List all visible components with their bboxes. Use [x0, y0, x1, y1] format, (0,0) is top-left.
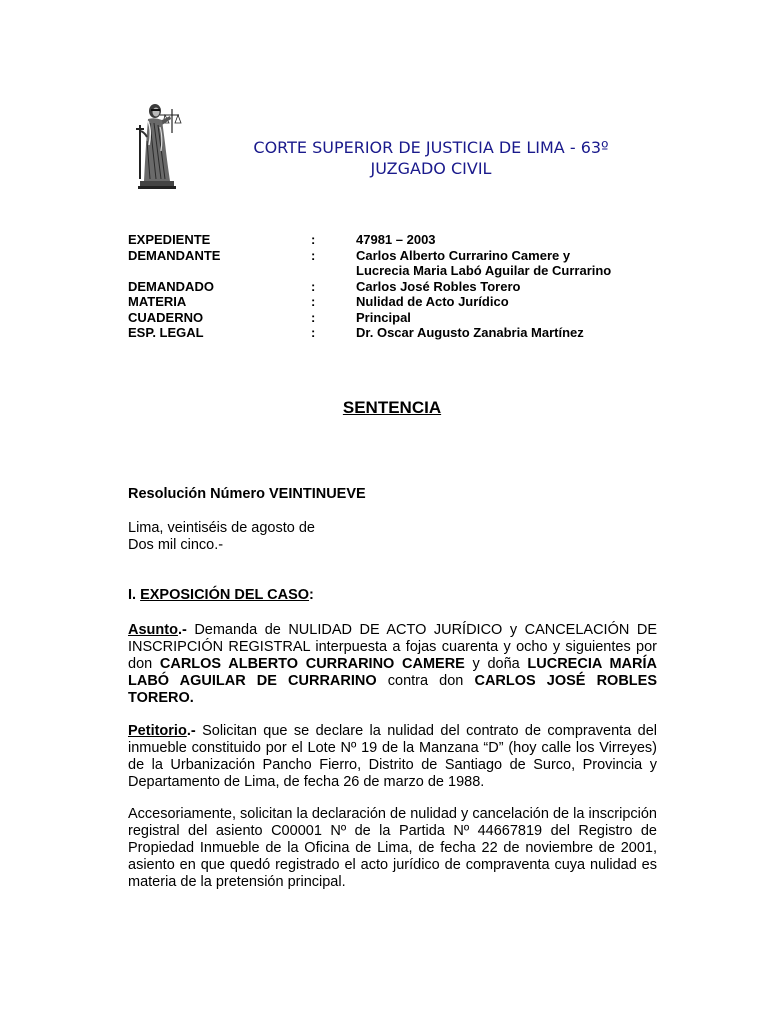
- case-row-expediente: [128, 232, 656, 248]
- case-label: DEMANDANTE: [128, 247, 221, 263]
- section-number: I.: [128, 587, 141, 603]
- asunto-separator: .-: [177, 622, 195, 638]
- defendant-name: CARLOS JOSÉ ROBLES TORERO.: [128, 673, 658, 706]
- plaintiff-name-2: LUCRECIA MARÍA LABÓ AGUILAR DE CURRARINO: [128, 656, 657, 689]
- case-colon: :: [311, 232, 316, 247]
- case-label: DEMANDADO: [128, 278, 214, 294]
- case-value: Carlos José Robles Torero: [356, 278, 521, 294]
- court-title-line2: JUZGADO CIVIL: [370, 159, 492, 178]
- asunto-text: Demanda de NULIDAD DE ACTO JURÍDICO y CANCELACIÓN DE INSCRIPCIÓN REGISTRAL interpuesta a fojas cuarenta y ocho y siguientes por don: [128, 622, 657, 672]
- case-value: Carlos Alberto Currarino Camere y: [356, 247, 571, 263]
- case-colon: [311, 263, 356, 279]
- accesoriamente-paragraph: Accesoriamente, solicitan la declaración de nulidad y cancelación de la inscripción registral del asiento C00001 Nº de la Partida Nº 44667819 del Registro de Propiedad Inmueble de la Oficina de Lima, de fecha 22 de noviembre de 2001, asiento en que quedó registrado el acto jurídico de compraventa cuya nulidad es materia de la pretensión principal.: [128, 806, 657, 890]
- document-title: SENTENCIA: [342, 398, 442, 417]
- section-heading: [128, 587, 657, 604]
- case-value: Lucrecia Maria Labó Aguilar de Currarino: [356, 263, 612, 278]
- petitorio-text: Solicitan que se declare la nulidad del contrato de compraventa del inmueble constituido por el Lote Nº 19 de la Manzana “D” (hoy calle los Virreyes) de la Urbanización Pancho Fierro, Distrito de Santiago de Surco, Provincia y Departamento de Lima, de fecha 26 de marzo de 1988.: [128, 723, 658, 790]
- case-colon: :: [311, 325, 316, 340]
- case-value: Dr. Oscar Augusto Zanabria Martínez: [356, 325, 584, 340]
- section-title: EXPOSICIÓN DEL CASO: [140, 587, 310, 603]
- asunto-label: Asunto: [128, 622, 178, 638]
- justice-statue-icon: [134, 101, 184, 189]
- asunto-text: contra don: [376, 673, 475, 689]
- petitorio-paragraph: [128, 723, 657, 791]
- case-row-demandante: [128, 248, 656, 264]
- case-row-demandado: [128, 279, 656, 295]
- plaintiff-name-1: CARLOS ALBERTO CURRARINO CAMERE: [159, 656, 465, 672]
- resolution-number: Resolución Número VEINTINUEVE: [128, 486, 366, 502]
- petitorio-label: Petitorio: [128, 723, 187, 739]
- court-title-line1: CORTE SUPERIOR DE JUSTICIA DE LIMA - 63º: [253, 138, 609, 157]
- court-title: [200, 137, 662, 179]
- case-colon: :: [311, 294, 316, 309]
- case-label: CUADERNO: [128, 309, 204, 325]
- case-colon: :: [311, 309, 316, 325]
- case-colon: :: [311, 247, 316, 263]
- case-label: ESP. LEGAL: [128, 325, 204, 340]
- date-block: [128, 520, 657, 554]
- date-line2: Dos mil cinco.-: [128, 537, 224, 553]
- case-value: Nulidad de Acto Jurídico: [356, 294, 509, 309]
- case-row-cuaderno: [128, 310, 656, 326]
- case-label: EXPEDIENTE: [128, 232, 211, 247]
- asunto-text: y doña: [464, 656, 528, 672]
- case-row-esp-legal: [128, 325, 656, 341]
- case-label: [128, 263, 311, 279]
- date-line1: Lima, veintiséis de agosto de: [128, 520, 315, 536]
- petitorio-separator: .-: [186, 723, 203, 739]
- case-row-demandante-cont: [128, 263, 656, 279]
- case-value: 47981 – 2003: [356, 232, 436, 247]
- case-row-materia: [128, 294, 656, 310]
- section-suffix: :: [309, 587, 314, 603]
- case-info-table: [128, 232, 656, 341]
- case-colon: :: [311, 278, 316, 294]
- asunto-paragraph: [128, 622, 657, 707]
- case-value: Principal: [356, 309, 411, 325]
- case-label: MATERIA: [128, 294, 187, 309]
